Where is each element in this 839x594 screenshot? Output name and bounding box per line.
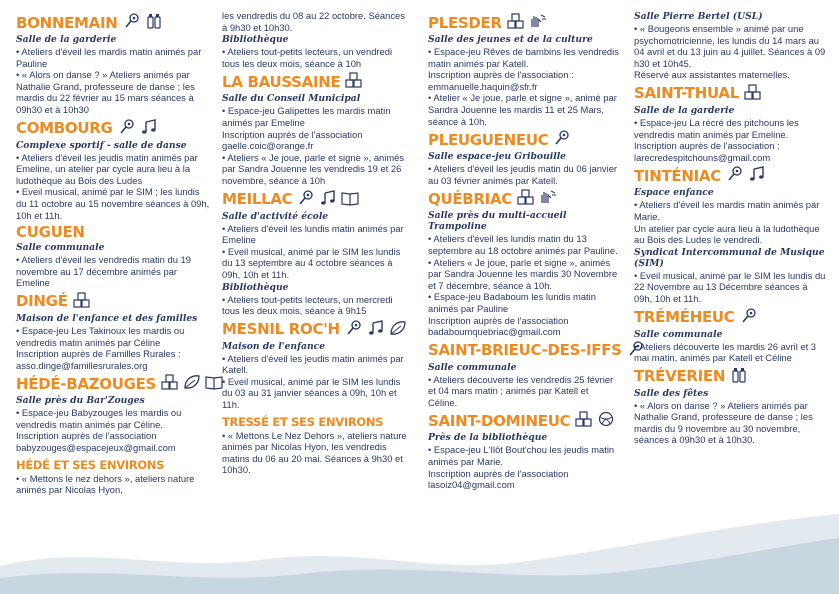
activity-item: • Ateliers d'éveil les jeudis matin du 06 janvier au 03 février animés par Katell.	[428, 163, 620, 186]
column-3	[428, 10, 620, 491]
music-note-icon	[367, 320, 385, 340]
venue-label: Salle d'activité école	[222, 210, 329, 222]
venue-label: Salle communale	[428, 361, 517, 373]
toy-blocks-icon	[744, 84, 762, 104]
activity-item: • Ateliers tout-petits lecteurs, un vendredi tous les deux mois, séance à 10h	[222, 46, 410, 69]
activity-item: • Ateliers d'éveil les jeudis matin animés par Emeline, un atelier par cycle aura lieu à la ludothèque au Bois des Ludes	[16, 152, 211, 187]
town-name: COMBOURG	[16, 119, 113, 138]
heading-tinteniac	[634, 166, 826, 186]
book-icon	[341, 190, 359, 210]
venue-label: Salle du Conseil Municipal	[222, 93, 361, 105]
book-icon	[205, 374, 223, 394]
heading-combourg	[16, 119, 211, 139]
heading-hede-bazouges	[16, 374, 211, 394]
venue-label: Complexe sportif - salle de danse	[16, 139, 187, 151]
heading-pleugueneuc	[428, 130, 620, 150]
toy-blocks-icon	[507, 13, 525, 33]
toy-blocks-icon	[517, 189, 535, 209]
column-1	[16, 10, 211, 496]
activity-icons	[118, 119, 158, 139]
town-name: CUGUEN	[16, 223, 85, 242]
heading-dinge	[16, 292, 211, 312]
activity-item: • « Alors on danse ? » Ateliers animés par Nathalie Grand, professeure de danse ; les mardis du 9 novembre au 30 novembre, séances à 09h30 et à 10h30.	[634, 400, 826, 446]
town-name: HÉDÉ ET SES ENVIRONS	[16, 457, 165, 472]
activity-item: • Eveil musical, animé par le SIM les lundis du 13 septembre au 4 octobre séances à 09h, 10h et 11h.	[222, 246, 410, 281]
heading-saint-domineuc	[428, 411, 620, 431]
venue-label: Salle des fêtes	[634, 387, 709, 399]
registration-note: Inscription auprès de l'association : larecredespitchouns@gmail.com	[634, 140, 780, 163]
registration-note: Réservé aux assistantes maternelles.	[634, 69, 790, 81]
sippy-bottle-icon	[730, 367, 748, 387]
activity-item: • « Mettons le nez dehors », ateliers nature animés par Nicolas Hyon,	[16, 473, 211, 496]
leaf-icon	[389, 320, 407, 340]
venue-label: Salle près du multi-accueil Trampoline	[428, 210, 567, 233]
signing-hands-icon	[529, 13, 547, 33]
rattle-icon	[123, 13, 141, 33]
town-name: SAINT-DOMINEUC	[428, 411, 571, 430]
town-name: SAINT-BRIEUC-DES-IFFS	[428, 341, 622, 360]
venue-label: Bibliothèque	[222, 281, 289, 293]
activity-item: • Ateliers tout-petits lecteurs, un mercredi tous les deux mois, séance à 9h15	[222, 294, 410, 317]
venue-label: Salle des jeunes et de la culture	[428, 34, 593, 45]
town-name: PLESDER	[428, 13, 502, 32]
activity-item: • Espace-jeu La récré des pitchouns les vendredis matin animés par Emeline.	[634, 117, 826, 140]
town-name: TRÉVERIEN	[634, 367, 726, 386]
activity-item: • Eveil musical, animé par le SIM les lundis du 03 au 31 janvier séances à 09h, 10h et 11h.	[222, 376, 410, 411]
venue-label: Maison de l'enfance	[222, 340, 326, 352]
registration-note: Inscription auprès de l'association badaboumquebriac@gmail.com	[428, 314, 569, 338]
venue-label: Salle espace-jeu Gribouille	[428, 151, 567, 163]
venue-label: Espace enfance	[634, 187, 714, 199]
activity-icons	[726, 166, 766, 186]
leaf-icon	[183, 374, 201, 394]
activity-icons	[517, 189, 557, 209]
venue-label: Salle de la garderie	[16, 34, 117, 45]
heading-saint-thual	[634, 84, 826, 104]
heading-bonnemain	[16, 13, 211, 33]
town-name: SAINT-THUAL	[634, 84, 739, 103]
registration-note: Inscription auprès de l'association gaelle.coic@orange.fr	[222, 128, 363, 152]
rattle-icon	[297, 190, 315, 210]
registration-note: Inscription auprès de l'association babyzouges@espacejeux@gmail.com	[16, 430, 176, 454]
activity-icons	[123, 13, 163, 33]
activity-item: • Ateliers d'éveil les mardis matin animés par Pauline	[16, 46, 211, 69]
heading-plesder	[428, 13, 620, 33]
ball-icon	[597, 411, 615, 431]
venue-label: Salle Pierre Bertel (USL)	[634, 11, 763, 22]
activity-item: • Ateliers d'éveil les vendredis matin du 19 novembre au 17 décembre animés par Emeline	[16, 254, 211, 289]
activity-item: • Espace-jeu Rêves de bambins les vendredis matin animés par Katell.	[428, 46, 620, 69]
town-name: PLEUGUENEUC	[428, 130, 549, 149]
activity-icons	[297, 190, 359, 210]
registration-note: les vendredis du 08 au 22 octobre. Séances à 9h30 et 10h30.	[222, 10, 405, 33]
venue-label: Salle communale	[16, 242, 105, 254]
heading-tresse-et-ses-environs	[222, 415, 410, 429]
venue-label: Maison de l'enfance et des familles	[16, 312, 198, 324]
music-note-icon	[140, 119, 158, 139]
activity-item: • Espace-jeu Badaboum les lundis matin animés par Pauline	[428, 291, 620, 314]
activity-icons	[73, 292, 91, 312]
registration-note: Inscription auprès de l'association : emmanuelle.haquin@sfr.fr	[428, 69, 574, 92]
activity-item: • Ateliers « Je joue, parle et signe », animés par Sandra Jouenne les vendredis 19 et 26 novembre, séance à 10h	[222, 152, 410, 187]
town-name: TRESSÉ ET SES ENVIRONS	[222, 414, 384, 429]
activity-item: • « Bougeons ensemble » animé par une psychomotricienne, les lundis du 14 mars au 04 avril et du 13 juin au 4 juillet. Séances à 09 h30 et 10h45.	[634, 23, 826, 69]
heading-tremeheuc	[634, 308, 826, 328]
rattle-icon	[553, 130, 571, 150]
heading-cuguen	[16, 224, 211, 241]
activity-item: • Ateliers d'éveil les jeudis matin animés par Katell.	[222, 353, 410, 376]
town-name: TRÉMÉHEUC	[634, 308, 735, 326]
activity-icons	[161, 374, 223, 394]
column-4	[634, 10, 826, 446]
toy-blocks-icon	[345, 72, 363, 92]
activity-icons	[345, 72, 363, 92]
activity-icons	[730, 367, 748, 387]
venue-label: Salle communale	[634, 328, 723, 340]
venue-label: Salle près du Bar'Zouges	[16, 395, 145, 407]
venue-label: Salle de la garderie	[634, 104, 735, 116]
music-note-icon	[748, 166, 766, 186]
activity-item: • Espace-jeu Babyzouges les mardis ou vendredis matin animés par Céline.	[16, 407, 211, 430]
heading-la-baussaine	[222, 72, 410, 92]
town-name: DINGÉ	[16, 292, 68, 311]
activity-item: • Ateliers d'éveil les mardis matin animés par Marie.	[634, 199, 826, 222]
town-name: LA BAUSSAINE	[222, 72, 341, 91]
heading-saint-brieuc-des-iffs	[428, 341, 620, 361]
registration-note: Un atelier par cycle aura lieu à la ludothèque au Bois des Ludes le vendredi.	[634, 222, 820, 246]
town-name: MEILLAC	[222, 190, 293, 209]
venue-label: Syndicat Intercommunal de Musique (SIM)	[634, 246, 825, 269]
venue-label: Près de la bibliothèque	[428, 432, 548, 444]
heading-mesnil-roc-h	[222, 320, 410, 340]
activity-icons	[507, 13, 547, 33]
activity-item: • Ateliers « Je joue, parle et signe », animés par Sandra Jouenne les mardis 30 Novembre et 7 décembre, séance à 10h.	[428, 257, 620, 292]
rattle-icon	[118, 119, 136, 139]
activity-item: • Ateliers découverte les mardis 26 avril et 3 mai matin, animés par Katell et Céline	[634, 341, 826, 364]
column-2	[222, 10, 410, 476]
town-name: MESNIL ROC'H	[222, 320, 340, 339]
activity-icons	[553, 130, 571, 150]
activity-item: • Espace-jeu L'Ilôt Bout'chou les jeudis matin animés par Marie.	[428, 444, 620, 467]
activity-icons	[744, 84, 762, 104]
town-name: BONNEMAIN	[16, 13, 118, 32]
toy-blocks-icon	[161, 374, 179, 394]
activity-item: • Ateliers d'éveil les lundis matin animés par Emeline	[222, 223, 410, 246]
heading-quebriac	[428, 189, 620, 209]
activity-icons	[740, 308, 758, 328]
heading-treverien	[634, 367, 826, 387]
activity-item: • « Mettons Le Nez Dehors », ateliers nature animés par Nicolas Hyon, les vendredis matins du 06 au 20 mai. Séances à 9h30 et 10h30.	[222, 430, 410, 476]
town-name: QUÉBRIAC	[428, 189, 512, 208]
activity-item: • Eveil musical, animé par le SIM ; les lundis du 11 octobre au 15 novembre séances à 09h, 10h et 11h.	[16, 186, 211, 221]
activity-item: • Ateliers découverte les vendredis 25 février et 04 mars matin ; animés par Katell et Céline.	[428, 374, 620, 409]
rattle-icon	[740, 308, 758, 328]
registration-note: Inscription auprès de Familles Rurales :	[16, 348, 181, 360]
activity-item: • « Alors on danse ? » Ateliers animés par Nathalie Grand, professeure de danse ; les mardis du 22 février au 15 mars séances à 09h30 et à 10h30	[16, 69, 211, 115]
registration-note: Inscription auprès de l'association lasoiz04@gmail.com	[428, 467, 569, 491]
rattle-icon	[726, 166, 744, 186]
heading-meillac	[222, 190, 410, 210]
heading-hede-et-ses-environs	[16, 458, 211, 472]
registration-note: asso.dinge@famillesrurales.org	[16, 359, 148, 371]
town-name: HÉDÉ-BAZOUGES	[16, 374, 157, 393]
activity-item: • Ateliers d'éveil les lundis matin du 13 septembre au 18 octobre animés par Pauline.	[428, 233, 620, 256]
town-name: TINTÉNIAC	[634, 166, 721, 185]
activity-icons	[345, 320, 407, 340]
activity-item: • Atelier « Je joue, parle et signe », animé par Sandra Jouenne les mardis 11 et 25 Mars, séance à 10h.	[428, 92, 620, 127]
music-note-icon	[319, 190, 337, 210]
venue-label: Bibliothèque	[222, 34, 289, 46]
activity-item: • Espace-jeu Galipettes les mardis matin animés par Emeline	[222, 105, 410, 128]
signing-hands-icon	[539, 189, 557, 209]
activity-item: • Espace-jeu Les Takinoux les mardis ou vendredis matin animés par Céline	[16, 325, 211, 348]
activity-item: • Eveil musical, animé par le SIM les lundis du 22 Novembre au 13 Décembre séances à 09h, 10h et 11h.	[634, 270, 826, 305]
toy-blocks-icon	[575, 411, 593, 431]
sippy-bottle-icon	[145, 13, 163, 33]
activity-icons	[575, 411, 615, 431]
rattle-icon	[345, 320, 363, 340]
toy-blocks-icon	[73, 292, 91, 312]
